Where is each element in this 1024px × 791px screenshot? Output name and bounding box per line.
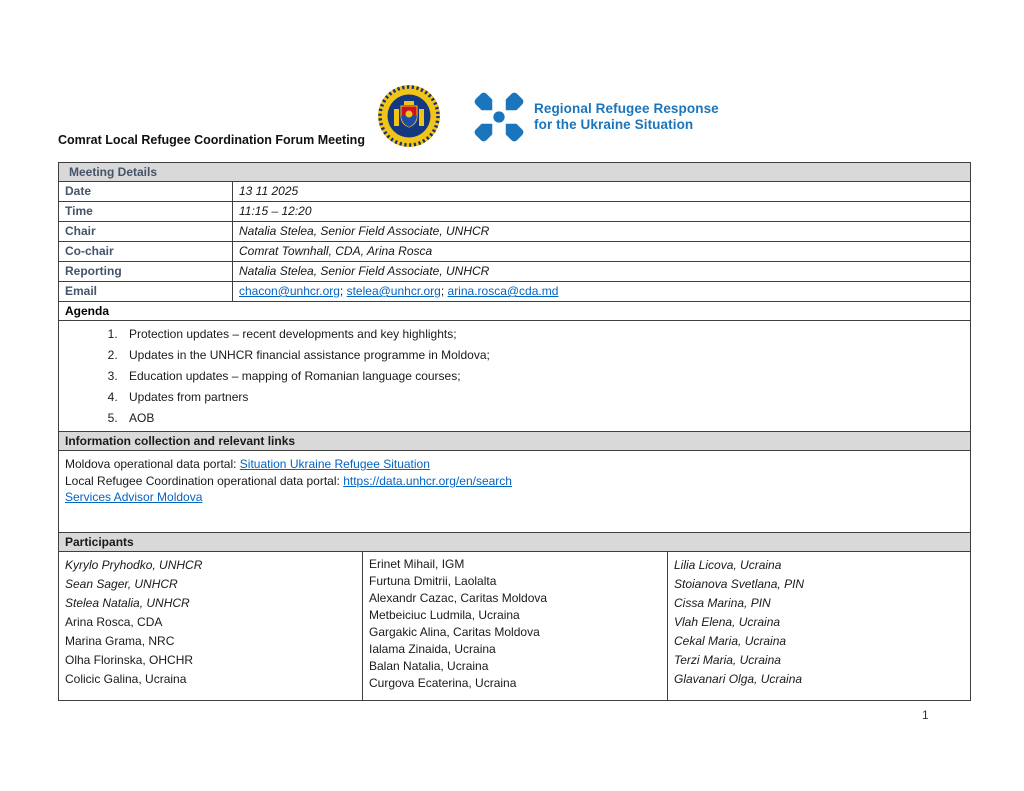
agenda-header-row (59, 302, 971, 321)
moldova-coat-of-arms-icon (377, 84, 441, 148)
co-chair-value: Comrat Townhall, CDA, Arina Rosca (233, 242, 971, 262)
table-row (59, 182, 971, 202)
reporting-value: Natalia Stelea, Senior Field Associate, UNHCR (233, 262, 971, 282)
chair-label: Chair (59, 222, 233, 242)
email-separator: ; (339, 284, 347, 298)
participant: Furtuna Dmitrii, Laolalta (369, 573, 497, 588)
participant: Cekal Maria, Ucraina (674, 633, 787, 648)
link-services-advisor[interactable]: Services Advisor Moldova (65, 490, 203, 504)
link-prefix: Local Refugee Coordination operational data portal: (65, 473, 344, 488)
participant: Gargakic Alina, Caritas Moldova (369, 624, 540, 639)
participant: Marina Grama, NRC (65, 633, 175, 648)
agenda-item: 4. Updates from partners (121, 390, 964, 404)
agenda-header: Agenda (59, 302, 971, 321)
reporting-label: Reporting (59, 262, 233, 282)
links-content-row (59, 451, 971, 533)
participants-column-1 (59, 551, 363, 700)
participant: Curgova Ecaterina, Ucraina (369, 675, 517, 690)
agenda-item: 3. Education updates – mapping of Romanian language courses; (121, 369, 964, 383)
participant: Stoianova Svetlana, PIN (674, 576, 805, 591)
participant: Lilia Licova, Ucraina (674, 557, 782, 572)
link-situation-ukraine[interactable]: Situation Ukraine Refugee Situation (239, 457, 430, 471)
participants-header: Participants (59, 532, 971, 551)
email-separator: ; (440, 284, 448, 298)
link-line (65, 456, 964, 473)
date-value: 13 11 2025 (233, 182, 971, 202)
table-row (59, 222, 971, 242)
co-chair-label: Co-chair (59, 242, 233, 262)
table-row (59, 282, 971, 302)
rrr-logo-line2: for the Ukraine Situation (534, 117, 694, 132)
participant: Arina Rosca, CDA (65, 614, 163, 629)
participant: Erinet Mihail, IGM (369, 556, 465, 571)
email-label: Email (59, 282, 233, 302)
agenda-list-cell (59, 321, 971, 432)
participant: Olha Florinska, OHCHR (65, 652, 194, 667)
participants-content-row (59, 551, 971, 700)
rrr-logo-line1: Regional Refugee Response (534, 101, 719, 116)
participant: Alexandr Cazac, Caritas Moldova (369, 590, 548, 605)
participant: Ialama Zinaida, Ucraina (369, 641, 496, 656)
rrr-logo (472, 90, 719, 144)
participant: Balan Natalia, Ucraina (369, 658, 489, 673)
chair-value: Natalia Stelea, Senior Field Associate, UNHCR (233, 222, 971, 242)
time-value: 11:15 – 12:20 (233, 202, 971, 222)
links-section-header: Information collection and relevant links (59, 432, 971, 451)
participant: Colicic Galina, Ucraina (65, 671, 187, 686)
link-line (65, 489, 964, 506)
meeting-minutes-table (58, 162, 971, 701)
agenda-item: 2. Updates in the UNHCR financial assistance programme in Moldova; (121, 348, 964, 362)
agenda-item: 1. Protection updates – recent developments and key highlights; (121, 327, 964, 341)
table-row (59, 242, 971, 262)
participants-column-3 (668, 551, 971, 700)
email-links (233, 282, 971, 302)
time-label: Time (59, 202, 233, 222)
email-link-arina[interactable]: arina.rosca@cda.md (447, 284, 559, 298)
participant: Glavanari Olga, Ucraina (674, 671, 803, 686)
rrr-logo-text (534, 101, 719, 133)
meeting-details-header-row (59, 163, 971, 182)
link-line (65, 473, 964, 490)
participant: Metbeiciuc Ludmila, Ucraina (369, 607, 520, 622)
participant: Sean Sager, UNHCR (65, 576, 178, 591)
document-title: Comrat Local Refugee Coordination Forum Meeting (58, 133, 365, 147)
links-content-cell (59, 451, 971, 533)
participants-header-row (59, 532, 971, 551)
table-row (59, 262, 971, 282)
participant: Cissa Marina, PIN (674, 595, 771, 610)
table-row (59, 202, 971, 222)
document-header (0, 40, 1024, 132)
participant: Vlah Elena, Ucraina (674, 614, 781, 629)
date-label: Date (59, 182, 233, 202)
agenda-content-row (59, 321, 971, 432)
participant: Kyrylo Pryhodko, UNHCR (65, 557, 203, 572)
agenda-list (65, 323, 964, 429)
agenda-item: 5. AOB (121, 411, 964, 425)
participant: Terzi Maria, Ucraina (674, 652, 781, 667)
page-number: 1 (922, 708, 929, 722)
participants-column-2 (363, 551, 668, 700)
link-data-unhcr-search[interactable]: https://data.unhcr.org/en/search (343, 473, 512, 488)
rrr-x-icon (472, 90, 526, 144)
meeting-details-header: Meeting Details (59, 163, 971, 182)
participant: Stelea Natalia, UNHCR (65, 595, 190, 610)
email-link-stelea[interactable]: stelea@unhcr.org (346, 284, 441, 298)
links-header-row (59, 432, 971, 451)
link-prefix: Moldova operational data portal: (65, 457, 240, 471)
email-link-chacon[interactable]: chacon@unhcr.org (239, 284, 340, 298)
